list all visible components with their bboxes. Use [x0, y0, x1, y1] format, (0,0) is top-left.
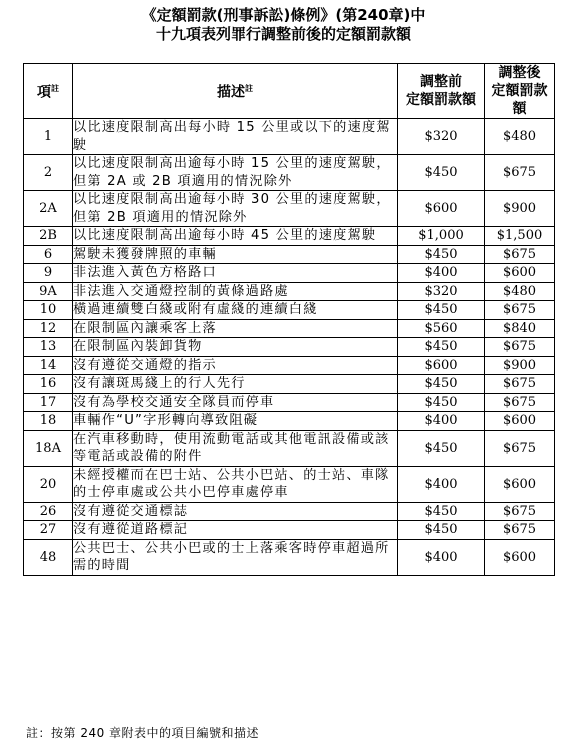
item-number: 2B: [24, 227, 73, 246]
offence-description: 在汽車移動時，使用流動電話或其他電訊設備或該等電話或設備的附件: [73, 430, 398, 466]
offence-description: 駕駛未獲發牌照的車輛: [73, 245, 398, 264]
fine-before: $560: [398, 319, 485, 338]
item-number: 2A: [24, 191, 73, 227]
offence-description: 在限制區內讓乘客上落: [73, 319, 398, 338]
fine-before: $450: [398, 375, 485, 394]
item-number: 27: [24, 521, 73, 540]
offence-description: 沒有為學校交通安全隊員而停車: [73, 393, 398, 412]
fine-before: $320: [398, 119, 485, 155]
table-row: [24, 393, 555, 412]
table-row: [24, 301, 555, 320]
fine-before: $320: [398, 282, 485, 301]
title-line-1: 《定額罰款(刑事訴訟)條例》(第240章)中: [141, 6, 426, 24]
offence-description: 非法進入黃色方格路口: [73, 264, 398, 283]
item-number: 1: [24, 119, 73, 155]
fine-after: $840: [485, 319, 555, 338]
offence-description: 以比速度限制高出每小時 15 公里或以下的速度駕駛: [73, 119, 398, 155]
offence-description: 沒有遵從交通標誌: [73, 502, 398, 521]
offence-description: 沒有遵從道路標記: [73, 521, 398, 540]
fine-before: $450: [398, 502, 485, 521]
offence-description: 橫過連續雙白綫或附有虛綫的連續白綫: [73, 301, 398, 320]
fine-after: $600: [485, 412, 555, 431]
item-number: 12: [24, 319, 73, 338]
fines-table: [23, 63, 555, 576]
offence-description: 以比速度限制高出逾每小時 30 公里的速度駕駛，但第 2B 項適用的情況除外: [73, 191, 398, 227]
fine-after: $480: [485, 282, 555, 301]
offence-description: 以比速度限制高出逾每小時 45 公里的速度駕駛: [73, 227, 398, 246]
table-row: [24, 502, 555, 521]
item-number: 18: [24, 412, 73, 431]
fine-after: $675: [485, 155, 555, 191]
table-row: [24, 191, 555, 227]
item-number: 26: [24, 502, 73, 521]
fine-before: $450: [398, 521, 485, 540]
fine-before: $450: [398, 155, 485, 191]
item-number: 18A: [24, 430, 73, 466]
table-row: [24, 539, 555, 575]
table-row: [24, 227, 555, 246]
fine-after: $1,500: [485, 227, 555, 246]
header-item: 項$^註$: [24, 64, 73, 119]
item-number: 2: [24, 155, 73, 191]
item-number: 9A: [24, 282, 73, 301]
title-line-2: 十九項表列罪行調整前後的定額罰款額: [155, 25, 411, 43]
fine-after: $900: [485, 356, 555, 375]
fine-before: $400: [398, 412, 485, 431]
fine-after: $675: [485, 430, 555, 466]
item-number: 14: [24, 356, 73, 375]
table-row: [24, 282, 555, 301]
fine-after: $675: [485, 338, 555, 357]
offence-description: 車輛作“U”字形轉向導致阻礙: [73, 412, 398, 431]
offence-description: 以比速度限制高出逾每小時 15 公里的速度駕駛，但第 2A 或 2B 項適用的情況除外: [73, 155, 398, 191]
item-number: 17: [24, 393, 73, 412]
header-description: 描述$^註$: [73, 64, 398, 119]
fine-before: $1,000: [398, 227, 485, 246]
fine-before: $400: [398, 539, 485, 575]
offence-description: 未經授權而在巴士站、公共小巴站、的士站、車隊的士停車處或公共小巴停車處停車: [73, 466, 398, 502]
item-number: 20: [24, 466, 73, 502]
fine-after: $675: [485, 375, 555, 394]
table-row: [24, 412, 555, 431]
table-body: [24, 119, 555, 576]
fine-before: $400: [398, 466, 485, 502]
table-row: [24, 319, 555, 338]
table-row: [24, 356, 555, 375]
table-row: [24, 119, 555, 155]
fine-after: $600: [485, 466, 555, 502]
header-after: 調整後 定額罰款額: [485, 64, 555, 119]
item-number: 13: [24, 338, 73, 357]
fine-before: $450: [398, 338, 485, 357]
item-number: 48: [24, 539, 73, 575]
table-row: [24, 375, 555, 394]
fine-after: $675: [485, 521, 555, 540]
offence-description: 沒有讓斑馬綫上的行人先行: [73, 375, 398, 394]
fine-after: $480: [485, 119, 555, 155]
fine-after: $675: [485, 245, 555, 264]
offence-description: 非法進入交通燈控制的黃條過路處: [73, 282, 398, 301]
table-row: [24, 245, 555, 264]
offence-description: 公共巴士、公共小巴或的士上落乘客時停車超過所需的時間: [73, 539, 398, 575]
item-number: 6: [24, 245, 73, 264]
offence-description: 在限制區內裝卸貨物: [73, 338, 398, 357]
table-row: [24, 338, 555, 357]
table-row: [24, 466, 555, 502]
fine-after: $600: [485, 264, 555, 283]
fine-before: $450: [398, 245, 485, 264]
fine-after: $900: [485, 191, 555, 227]
fine-after: $675: [485, 301, 555, 320]
item-number: 10: [24, 301, 73, 320]
table-row: [24, 521, 555, 540]
item-number: 9: [24, 264, 73, 283]
footnote: 註：按第 240 章附表中的項目編號和描述: [26, 726, 260, 740]
offence-description: 沒有遵從交通燈的指示: [73, 356, 398, 375]
table-header: [24, 64, 555, 119]
fine-before: $450: [398, 301, 485, 320]
fine-before: $600: [398, 191, 485, 227]
fine-before: $400: [398, 264, 485, 283]
table-row: [24, 155, 555, 191]
fine-before: $450: [398, 393, 485, 412]
table-row: [24, 264, 555, 283]
fine-after: $675: [485, 502, 555, 521]
fine-after: $675: [485, 393, 555, 412]
fine-after: $600: [485, 539, 555, 575]
item-number: 16: [24, 375, 73, 394]
fine-before: $450: [398, 430, 485, 466]
table-row: [24, 430, 555, 466]
header-before: 調整前 定額罰款額: [398, 64, 485, 119]
fine-before: $600: [398, 356, 485, 375]
